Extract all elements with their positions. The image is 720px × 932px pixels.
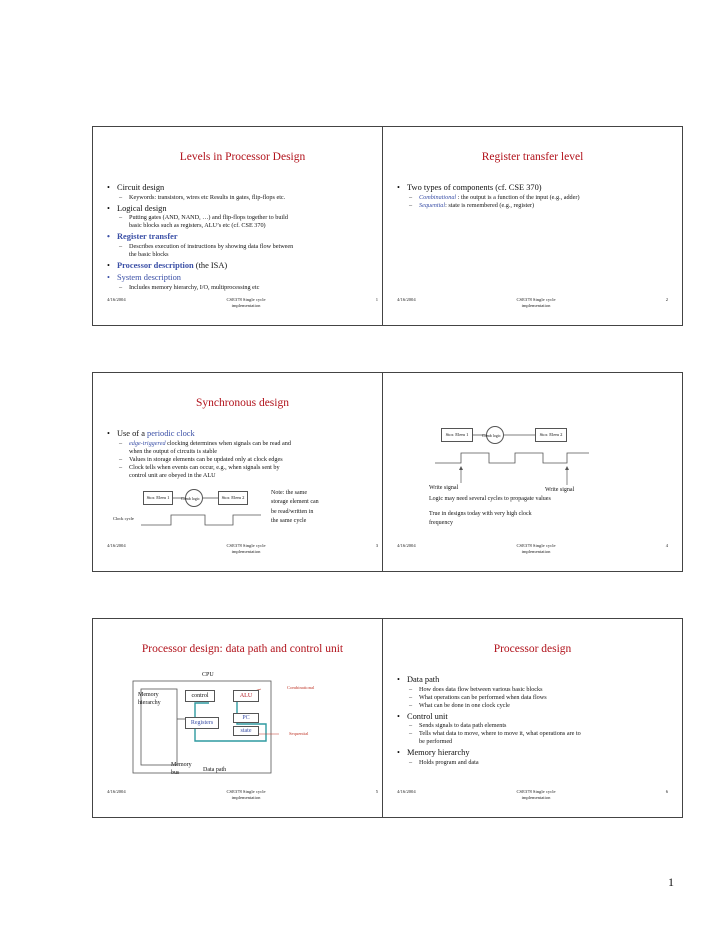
footer-date: 4/16/2004 bbox=[107, 543, 126, 548]
footer-line: implementation bbox=[521, 549, 551, 555]
footer-course bbox=[191, 789, 301, 802]
text-line: frequency bbox=[429, 519, 453, 526]
sub-bullet: – Holds program and data bbox=[397, 759, 670, 767]
footer-date: 4/16/2004 bbox=[107, 789, 126, 794]
text: : state is remembered (e.g., register) bbox=[445, 201, 535, 209]
propagation-note: Logic may need several cycles to propagate values bbox=[429, 496, 551, 502]
slide-3 bbox=[92, 372, 393, 572]
text-line: basic blocks such as registers, ALU’s etc (cf. CSE 370) bbox=[129, 222, 266, 230]
slide-body bbox=[397, 181, 670, 210]
label-line: hierarchy bbox=[138, 699, 161, 706]
footer-date: 4/16/2004 bbox=[107, 297, 126, 302]
sequential-label: Sequential bbox=[289, 731, 309, 736]
footer-slide-number: 1 bbox=[375, 297, 378, 302]
note-line: storage element can bbox=[271, 499, 319, 506]
footer-slide-number: 6 bbox=[665, 789, 668, 794]
sub-bullet: – Keywords: transistors, wires etc Results in gates, flip-flops etc. bbox=[107, 194, 380, 202]
footer-line: implementation bbox=[231, 795, 261, 801]
slide-title: Register transfer level bbox=[481, 151, 584, 163]
note-line: the same cycle bbox=[271, 517, 307, 524]
slide-title: Processor design: data path and control unit bbox=[141, 643, 344, 655]
sub-bullet bbox=[107, 214, 380, 230]
sub-bullet bbox=[397, 202, 670, 210]
slide-1 bbox=[92, 126, 393, 326]
slide-2 bbox=[382, 126, 683, 326]
term: Sequential bbox=[419, 201, 446, 209]
write-signal-label-1: Write signal bbox=[429, 485, 459, 491]
slide-6 bbox=[382, 618, 683, 818]
slide-title: Processor design bbox=[493, 643, 572, 655]
footer-line: CSE378 Single cycle bbox=[226, 789, 266, 794]
term: Combinational bbox=[419, 193, 457, 201]
text-line: be performed bbox=[419, 738, 453, 746]
state-box: state bbox=[233, 726, 259, 736]
footer-date: 4/16/2004 bbox=[397, 789, 416, 794]
memory-hierarchy-label bbox=[138, 692, 161, 708]
storage-element-1: Stor. Elem 1 bbox=[441, 428, 473, 442]
sub-bullet: – Sends signals to data path elements bbox=[397, 722, 670, 730]
footer-course bbox=[191, 297, 301, 310]
note-text bbox=[271, 489, 319, 526]
registers-box: Registers bbox=[185, 717, 219, 729]
footer-line: CSE378 Single cycle bbox=[226, 543, 266, 548]
bullet: • Memory hierarchy bbox=[397, 748, 670, 759]
frequency-note bbox=[429, 510, 532, 527]
footer-slide-number: 4 bbox=[665, 543, 668, 548]
text-line: control unit are obeyed in the ALU bbox=[129, 471, 216, 479]
footer-slide-number: 2 bbox=[665, 297, 668, 302]
bullet: • Data path bbox=[397, 675, 670, 686]
sub-bullet: – Includes memory hierarchy, I/O, multiprocessing etc bbox=[107, 284, 380, 292]
combinational-label: Combinational bbox=[287, 685, 315, 690]
alu-box: ALU bbox=[233, 690, 259, 702]
bullet: • Circuit design bbox=[107, 183, 380, 194]
label-line: bus bbox=[171, 769, 180, 776]
sub-bullet: – Values in storage elements can be updated only at clock edges bbox=[107, 456, 380, 464]
footer-course bbox=[481, 789, 591, 802]
footer-line: CSE378 Single cycle bbox=[516, 789, 556, 794]
footer-line: CSE378 Single cycle bbox=[226, 297, 266, 302]
storage-element-2: Stor. Elem 2 bbox=[535, 428, 567, 442]
label-line: Memory bbox=[138, 692, 159, 698]
bullet bbox=[107, 261, 380, 272]
sub-bullet bbox=[397, 194, 670, 202]
bullet: • Logical design bbox=[107, 204, 380, 215]
footer-line: CSE378 Single cycle bbox=[516, 543, 556, 548]
footer-course bbox=[481, 543, 591, 556]
note-line: Note: the same bbox=[271, 490, 307, 496]
sub-bullet: – What operations can be performed when data flows bbox=[397, 694, 670, 702]
memory-bus-label bbox=[171, 762, 192, 778]
text-line: Putting gates (AND, NAND, …) and flip-flops together to build bbox=[129, 214, 288, 222]
text-line: Describes execution of instructions by showing data flow between bbox=[129, 242, 294, 250]
slide-title: Levels in Processor Design bbox=[179, 151, 306, 163]
bullet-text: (the ISA) bbox=[193, 260, 228, 270]
slide-4 bbox=[382, 372, 683, 572]
pc-box: PC bbox=[233, 713, 259, 723]
slide-body bbox=[107, 181, 380, 292]
bullet: • Two types of components (cf. CSE 370) bbox=[397, 183, 670, 194]
bullet: • Register transfer bbox=[107, 232, 380, 243]
text: clocking determines when signals can be read and bbox=[165, 439, 291, 447]
footer-line: implementation bbox=[521, 795, 551, 801]
slide-body bbox=[397, 673, 670, 767]
slide-title: Synchronous design bbox=[196, 397, 289, 409]
sub-bullet bbox=[107, 243, 380, 259]
page-number: 1 bbox=[668, 875, 674, 889]
data-path-label: Data path bbox=[203, 767, 227, 773]
footer-course bbox=[191, 543, 301, 556]
term: edge-triggered bbox=[129, 439, 166, 447]
bullet-emphasis: Processor description bbox=[117, 260, 194, 270]
slide-5 bbox=[92, 618, 393, 818]
cpu-label: CPU bbox=[202, 672, 214, 678]
term: periodic clock bbox=[147, 429, 195, 438]
bullet: • Control unit bbox=[397, 712, 670, 723]
label-line: Memory bbox=[171, 762, 192, 768]
comb-logic-label: Comb logic bbox=[482, 433, 501, 438]
text-line: Tells what data to move, where to move it, what operations are to bbox=[419, 730, 581, 738]
text: : the output is a function of the input (e.g., adder) bbox=[456, 193, 580, 201]
footer-slide-number: 5 bbox=[375, 789, 378, 794]
footer-line: implementation bbox=[521, 303, 551, 309]
storage-element-2: Stor. Elem 2 bbox=[218, 491, 248, 505]
text-line: Clock tells when events can occur, e.g., when signals sent by bbox=[129, 463, 280, 471]
sub-bullet: – What can be done in one clock cycle bbox=[397, 702, 670, 710]
text-line: when the output of circuits is stable bbox=[129, 447, 217, 455]
footer-slide-number: 3 bbox=[375, 543, 378, 548]
storage-element-1: Stor. Elem 1 bbox=[143, 491, 173, 505]
footer-line: implementation bbox=[231, 549, 261, 555]
sub-bullet: – How does data flow between various basic blocks bbox=[397, 686, 670, 694]
clock-cycle-label: Clock cycle bbox=[113, 516, 134, 521]
text: Use of a bbox=[117, 429, 147, 438]
text-line: the basic blocks bbox=[129, 250, 169, 258]
text-line: True in designs today with very high clock bbox=[429, 511, 532, 517]
footer-date: 4/16/2004 bbox=[397, 297, 416, 302]
bullet: • System description bbox=[107, 273, 380, 284]
control-box: control bbox=[185, 690, 215, 702]
comb-logic-label: Comb logic bbox=[181, 496, 200, 501]
footer-line: implementation bbox=[231, 303, 261, 309]
footer-date: 4/16/2004 bbox=[397, 543, 416, 548]
footer-line: CSE378 Single cycle bbox=[516, 297, 556, 302]
write-signal-label-2: Write signal bbox=[545, 487, 575, 493]
sub-bullet bbox=[397, 730, 670, 746]
note-line: be read/written in bbox=[271, 508, 314, 515]
footer-course bbox=[481, 297, 591, 310]
